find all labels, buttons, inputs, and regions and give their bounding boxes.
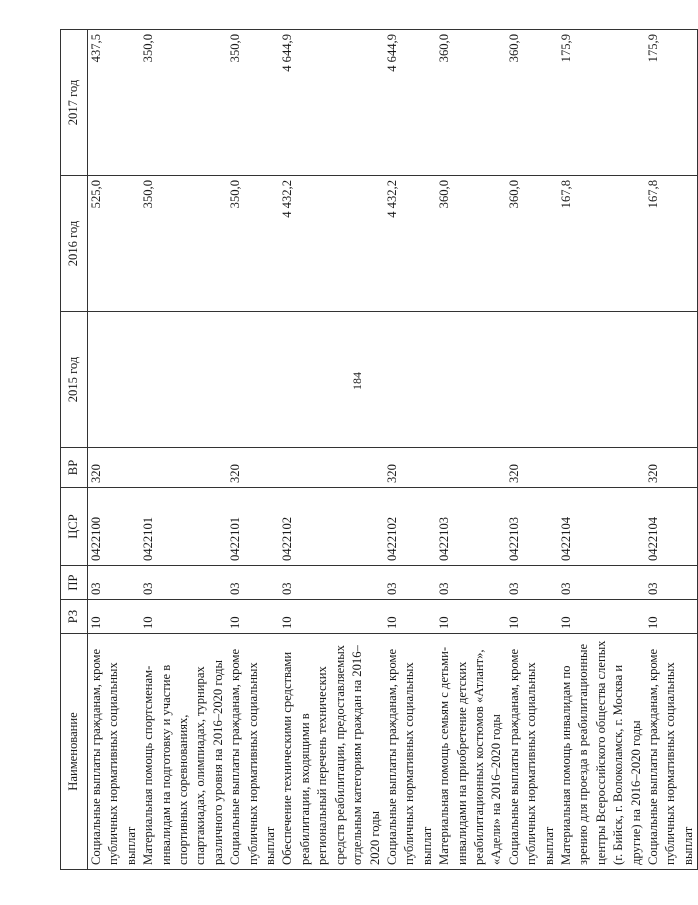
row-vr: 320 — [88, 448, 141, 488]
row-vr: 320 — [227, 448, 279, 488]
row-name: Материальная помощь семьям с детьми-инвалидами на приобретение детских реабилитационных костюмов «Атлант», «Адели» на 2016–2020 годы — [436, 634, 506, 870]
table-row — [384, 30, 436, 870]
row-name: Материальная помощь спортсменам-инвалидам на подготовку и участие в спортивных соревнованиях, спартакиадах, олимпиадах, турнирах различного уровня на 2016–2020 годы — [140, 634, 227, 870]
row-csr: 0422103 — [506, 488, 558, 566]
row-csr: 0422103 — [436, 488, 506, 566]
row-pr: 03 — [436, 566, 506, 600]
row-name: Материальная помощь инвалидам по зрению для проезда в реабилитационные центры Всероссийского общества слепых (г. Бийск, г. Волоколамск, г. Москва и другие) на 2016–2020 годы — [558, 634, 645, 870]
header-2017: 2017 год — [61, 30, 88, 176]
row-vr — [279, 448, 383, 488]
row-name: Социальные выплаты гражданам, кроме публичных нормативных социальных выплат — [88, 634, 141, 870]
header-rz: РЗ — [61, 600, 88, 634]
table-row — [436, 30, 506, 870]
table-row — [88, 30, 141, 870]
row-2015 — [384, 312, 436, 448]
row-2015 — [436, 312, 506, 448]
row-pr: 03 — [279, 566, 383, 600]
row-2016: 167,8 — [645, 176, 698, 312]
row-2017: 175,9 — [645, 30, 698, 176]
header-pr: ПР — [61, 566, 88, 600]
row-2016: 360,0 — [506, 176, 558, 312]
row-csr: 0422100 — [88, 488, 141, 566]
row-2017: 350,0 — [140, 30, 227, 176]
header-csr: ЦСР — [61, 488, 88, 566]
row-2016: 167,8 — [558, 176, 645, 312]
row-rz: 10 — [88, 600, 141, 634]
row-csr: 0422102 — [279, 488, 383, 566]
row-2015 — [645, 312, 698, 448]
row-2017: 360,0 — [436, 30, 506, 176]
row-rz: 10 — [506, 600, 558, 634]
row-pr: 03 — [506, 566, 558, 600]
header-name: Наименование — [61, 634, 88, 870]
row-vr: 320 — [645, 448, 698, 488]
row-csr: 0422101 — [227, 488, 279, 566]
row-2017: 175,9 — [558, 30, 645, 176]
row-pr: 03 — [645, 566, 698, 600]
row-pr: 03 — [558, 566, 645, 600]
row-rz: 10 — [279, 600, 383, 634]
row-name: Социальные выплаты гражданам, кроме публичных нормативных социальных выплат — [645, 634, 698, 870]
row-2016: 4 432,2 — [279, 176, 383, 312]
row-rz: 10 — [558, 600, 645, 634]
row-name: Обеспечение техническими средствами реабилитации, входящими в региональный перечень технических средств реабилитации, предоставляемых отдельным категориям граждан на 2016–2020 годы — [279, 634, 383, 870]
row-name: Социальные выплаты гражданам, кроме публичных нормативных социальных выплат — [227, 634, 279, 870]
row-csr: 0422104 — [645, 488, 698, 566]
row-name: Социальные выплаты гражданам, кроме публичных нормативных социальных выплат — [506, 634, 558, 870]
row-csr: 0422101 — [140, 488, 227, 566]
table-row — [506, 30, 558, 870]
row-2017: 437,5 — [88, 30, 141, 176]
row-2016: 350,0 — [140, 176, 227, 312]
row-2017: 350,0 — [227, 30, 279, 176]
table-row — [140, 30, 227, 870]
row-rz: 10 — [227, 600, 279, 634]
row-rz: 10 — [645, 600, 698, 634]
table-row — [279, 30, 383, 870]
row-2016: 525,0 — [88, 176, 141, 312]
row-csr: 0422104 — [558, 488, 645, 566]
row-rz: 10 — [140, 600, 227, 634]
header-2016: 2016 год — [61, 176, 88, 312]
row-2015 — [140, 312, 227, 448]
table-row — [645, 30, 698, 870]
header-vr: ВР — [61, 448, 88, 488]
row-pr: 03 — [140, 566, 227, 600]
row-2015 — [506, 312, 558, 448]
row-2017: 4 644,9 — [384, 30, 436, 176]
row-pr: 03 — [227, 566, 279, 600]
table-row — [558, 30, 645, 870]
row-name: Социальные выплаты гражданам, кроме публичных нормативных социальных выплат — [384, 634, 436, 870]
row-2015 — [227, 312, 279, 448]
row-2016: 350,0 — [227, 176, 279, 312]
row-vr — [436, 448, 506, 488]
row-rz: 10 — [384, 600, 436, 634]
row-csr: 0422102 — [384, 488, 436, 566]
row-vr — [558, 448, 645, 488]
page-number: 184 — [350, 372, 364, 390]
row-2015 — [279, 312, 383, 448]
header-2015: 2015 год — [61, 312, 88, 448]
row-2017: 360,0 — [506, 30, 558, 176]
row-rz: 10 — [436, 600, 506, 634]
row-vr: 320 — [384, 448, 436, 488]
rotated-page-content — [60, 30, 695, 870]
row-vr: 320 — [506, 448, 558, 488]
row-2016: 4 432,2 — [384, 176, 436, 312]
row-2015 — [88, 312, 141, 448]
row-2017: 4 644,9 — [279, 30, 383, 176]
row-vr — [140, 448, 227, 488]
row-2016: 360,0 — [436, 176, 506, 312]
budget-table — [60, 29, 698, 870]
row-2015 — [558, 312, 645, 448]
row-pr: 03 — [384, 566, 436, 600]
header-row — [61, 30, 88, 870]
table-row — [227, 30, 279, 870]
row-pr: 03 — [88, 566, 141, 600]
